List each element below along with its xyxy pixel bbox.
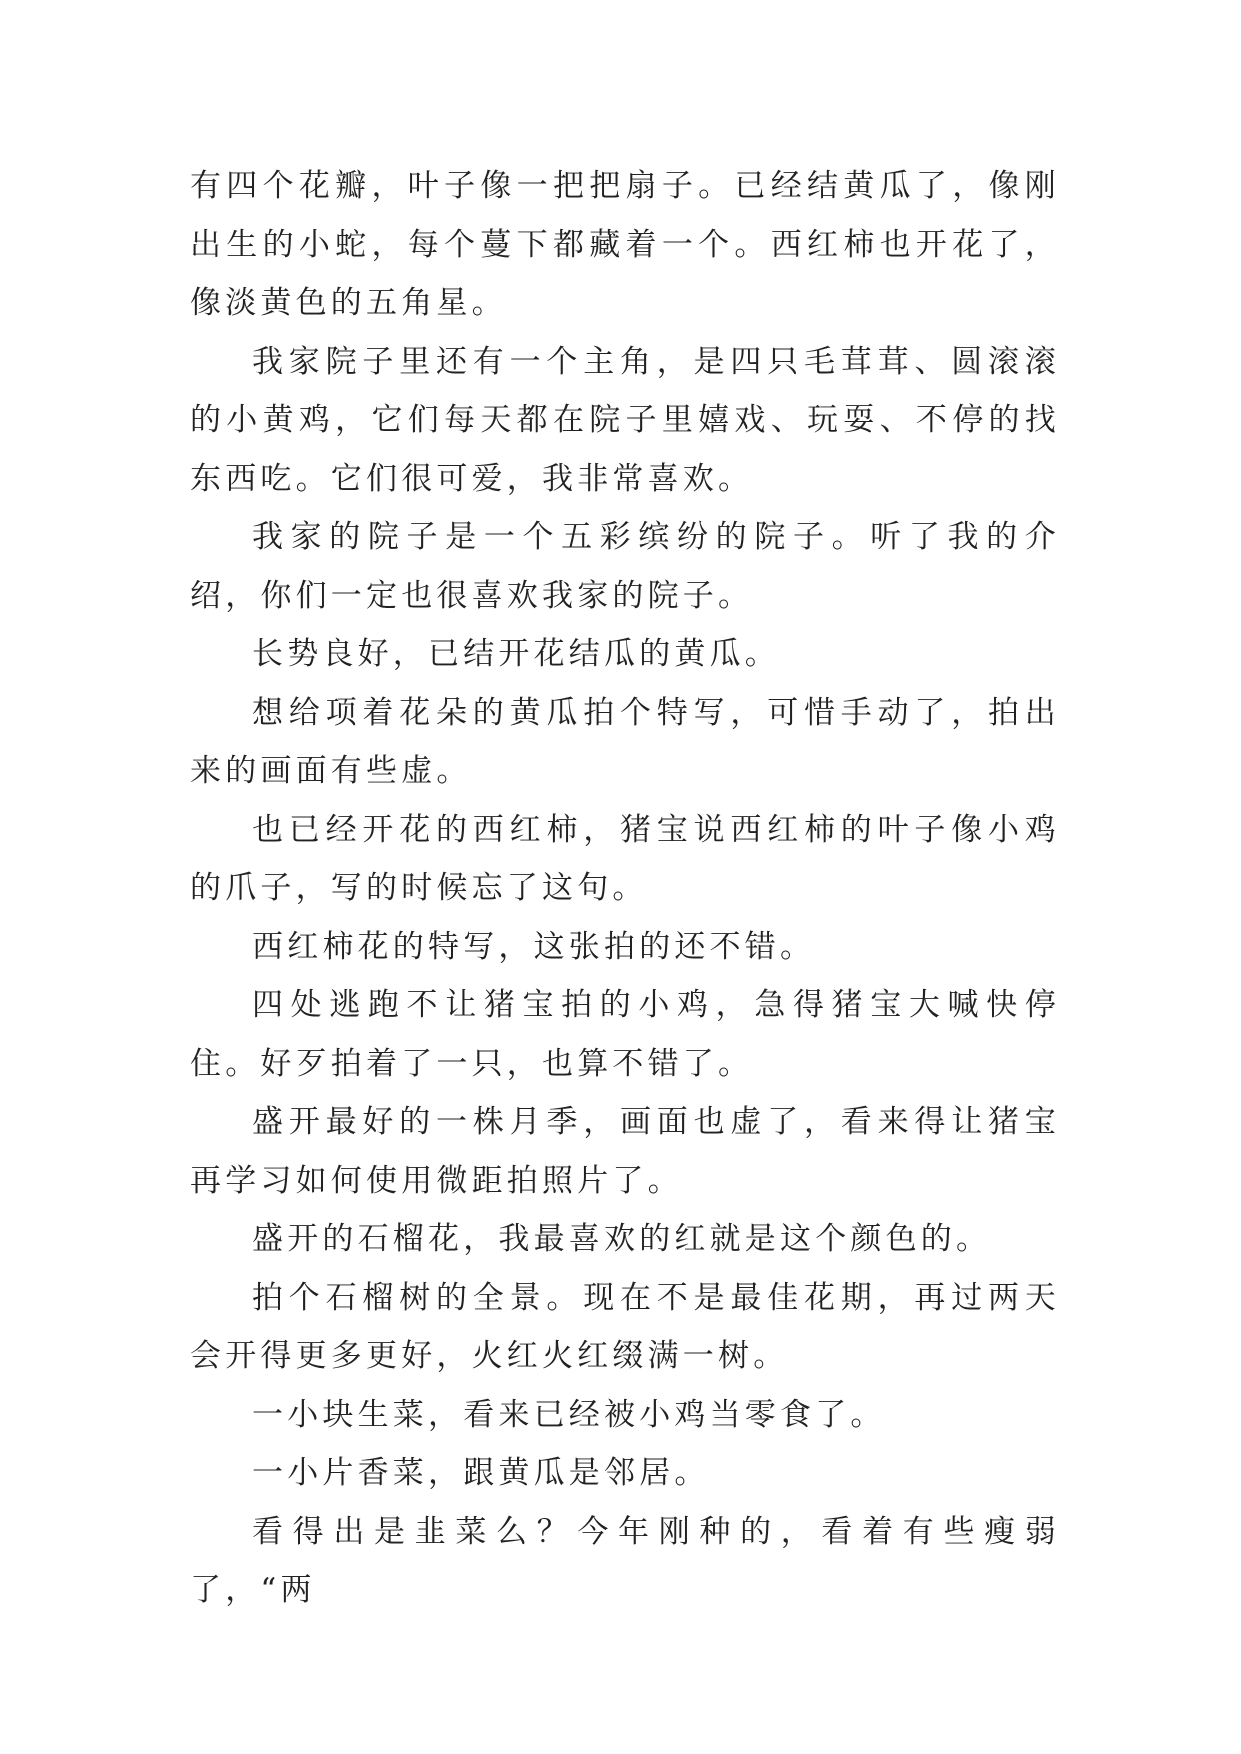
paragraph: 盛开的石榴花，我最喜欢的红就是这个颜色的。 — [252, 1221, 992, 1257]
paragraph: 想给项着花朵的黄瓜拍个特写，可惜手动了，拍出来的画面有些虚。 — [190, 694, 1060, 789]
paragraph: 我家的院子是一个五彩缤纷的院子。听了我的介绍，你们一定也很喜欢我家的院子。 — [190, 519, 1060, 614]
document-body — [190, 157, 1060, 1620]
paragraph: 拍个石榴树的全景。现在不是最佳花期，再过两天会开得更多更好，火红火红缀满一树。 — [190, 1279, 1060, 1374]
paragraph: 有四个花瓣，叶子像一把把扇子。已经结黄瓜了，像刚出生的小蛇，每个蔓下都藏着一个。西红柿也开花了，像淡黄色的五角星。 — [190, 168, 1060, 321]
paragraph: 四处逃跑不让猪宝拍的小鸡，急得猪宝大喊快停住。好歹拍着了一只，也算不错了。 — [190, 987, 1060, 1082]
paragraph: 看得出是韭菜么？今年刚种的，看着有些瘦弱了，“两 — [190, 1513, 1060, 1608]
paragraph: 一小片香菜，跟黄瓜是邻居。 — [252, 1455, 710, 1491]
paragraph: 我家院子里还有一个主角，是四只毛茸茸、圆滚滚的小黄鸡，它们每天都在院子里嬉戏、玩耍、不停的找东西吃。它们很可爱，我非常喜欢。 — [190, 343, 1060, 497]
paragraph: 一小块生菜，看来已经被小鸡当零食了。 — [252, 1396, 886, 1433]
paragraph: 也已经开花的西红柿，猪宝说西红柿的叶子像小鸡的爪子，写的时候忘了这句。 — [190, 811, 1060, 906]
paragraph: 长势良好，已结开花结瓜的黄瓜。 — [252, 636, 780, 672]
paragraph: 盛开最好的一株月季，画面也虚了，看来得让猪宝再学习如何使用微距拍照片了。 — [190, 1104, 1060, 1199]
paragraph: 西红柿花的特写，这张拍的还不错。 — [252, 928, 816, 965]
